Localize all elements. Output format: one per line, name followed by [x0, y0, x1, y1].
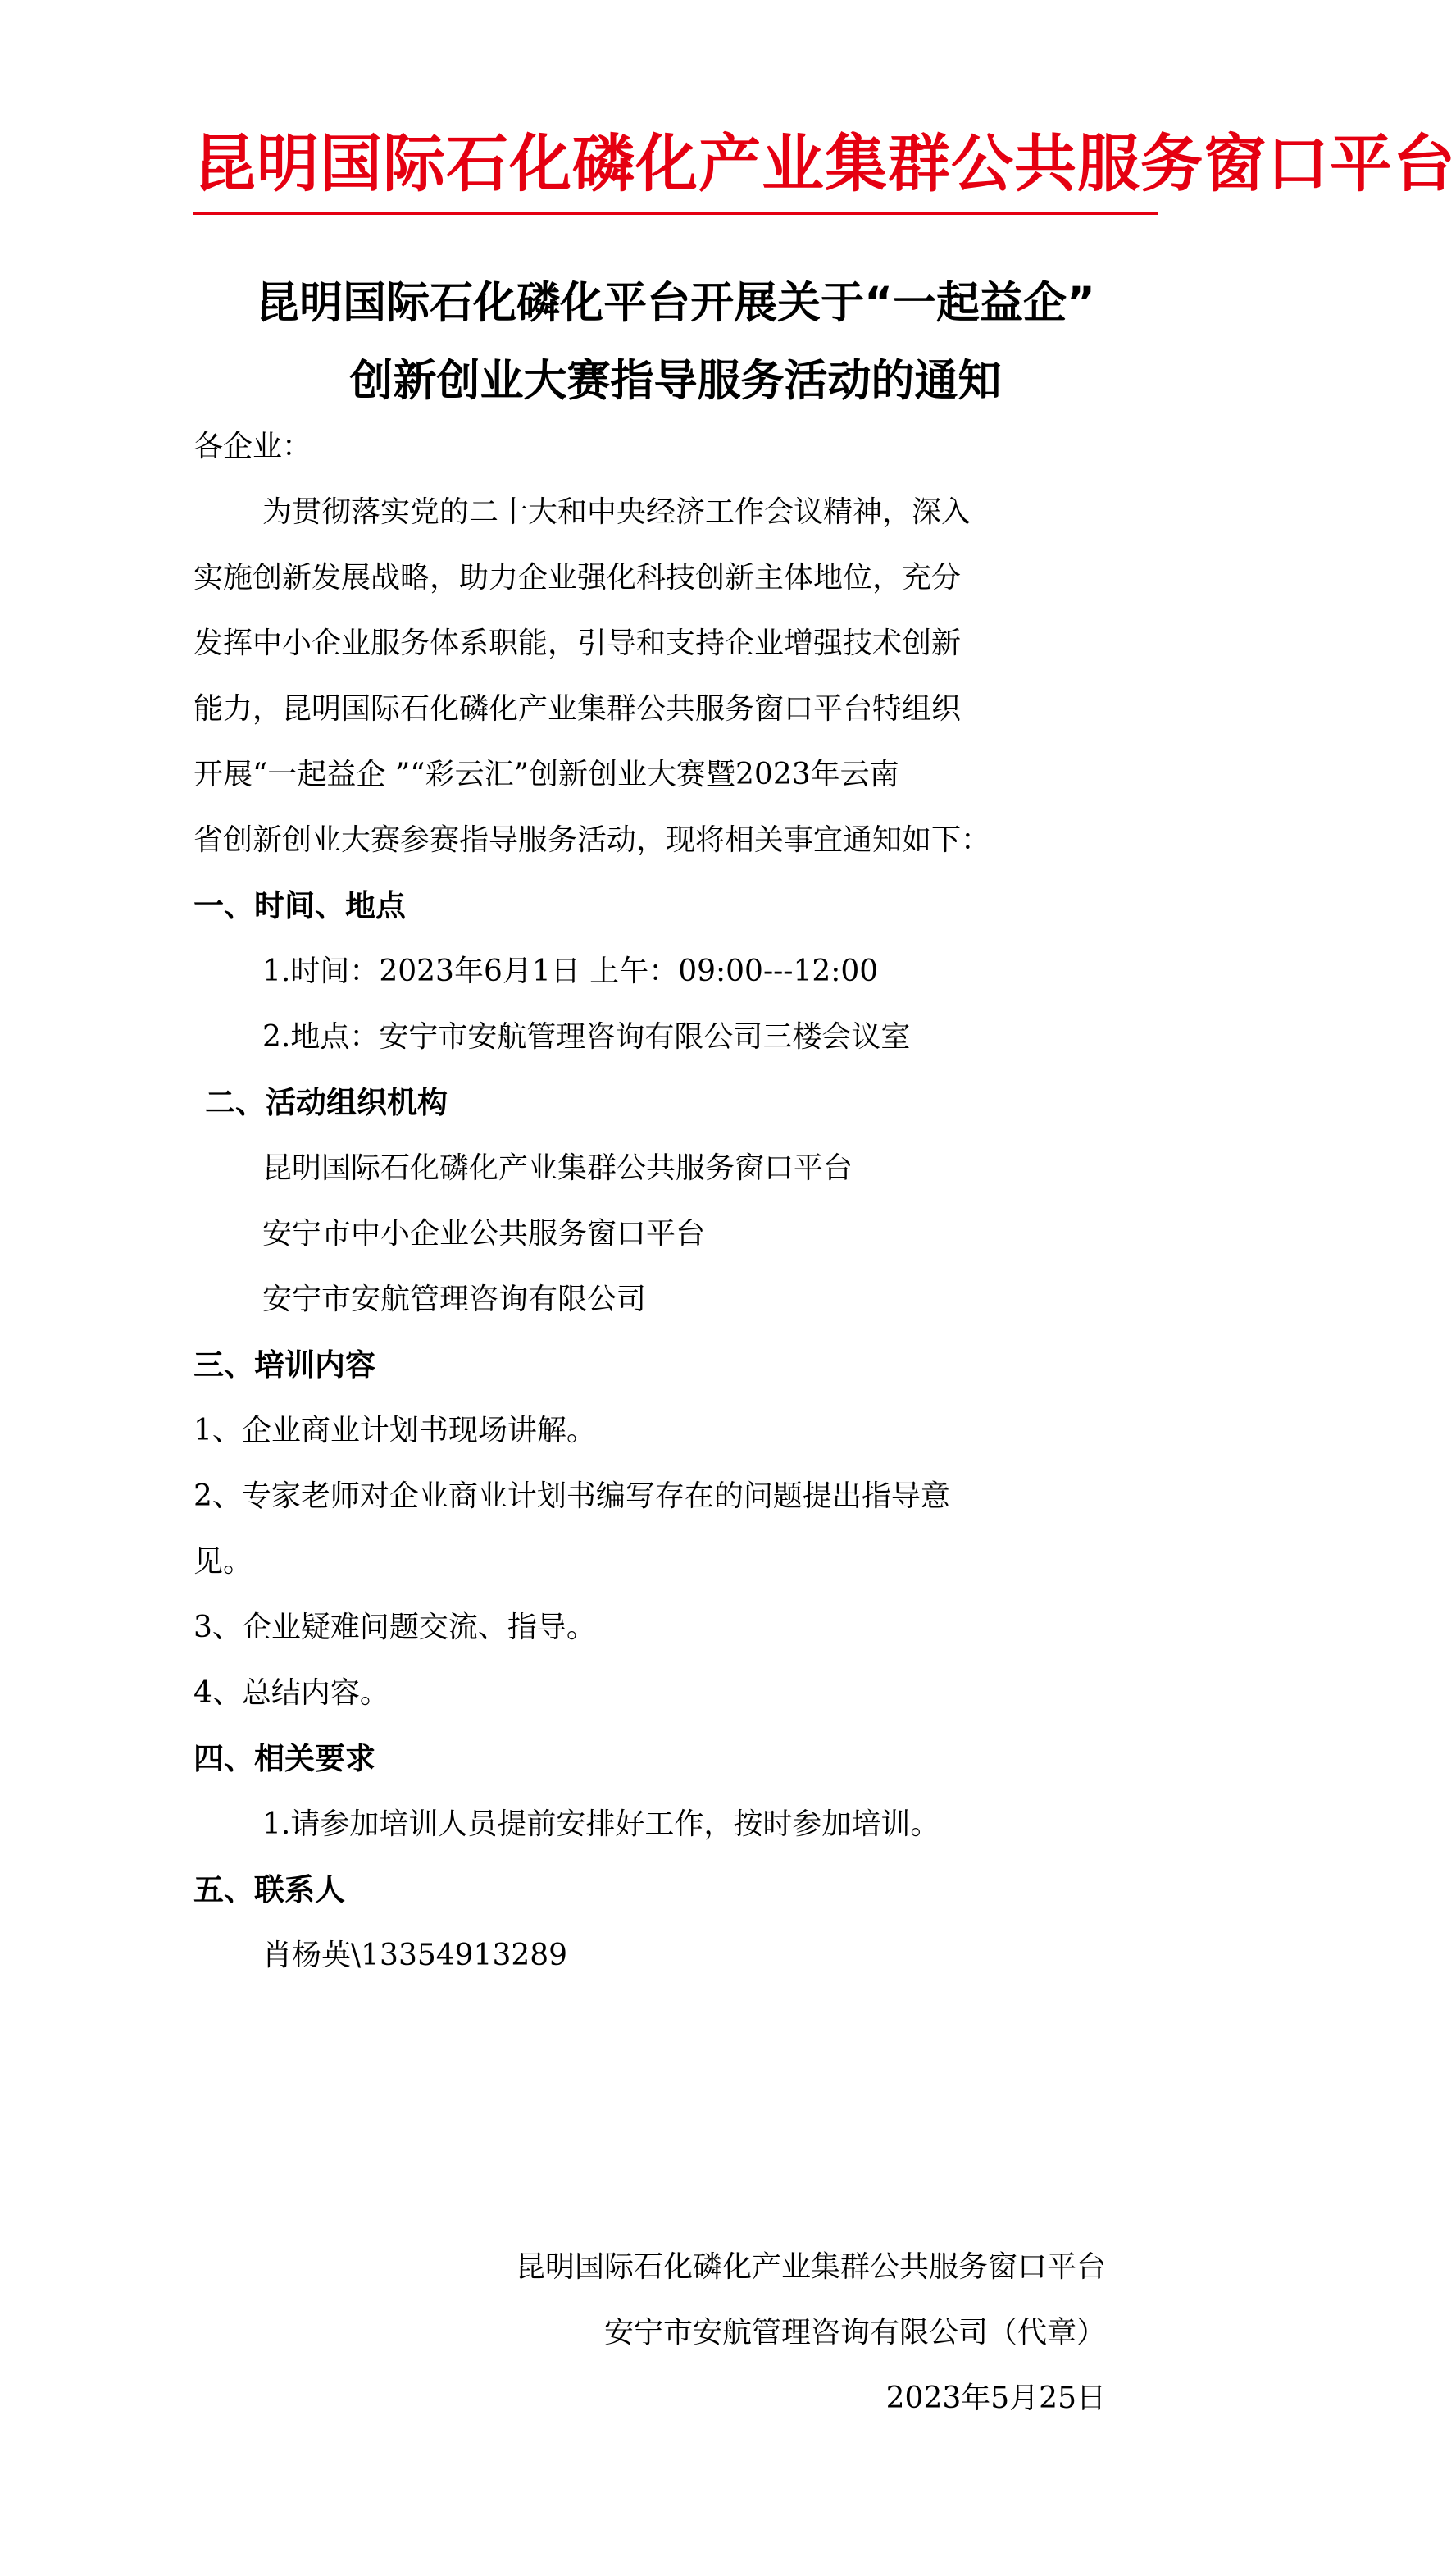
event-time: 1.时间：2023年6月1日 上午：09:00---12:00 — [262, 955, 879, 988]
intro-line: 省创新创业大赛参赛指导服务活动，现将相关事宜通知如下： — [193, 823, 991, 857]
notice-title-line-2: 创新创业大赛指导服务活动的通知 — [349, 356, 1002, 406]
section-heading: 五、联系人 — [193, 1872, 345, 1907]
section-heading: 四、相关要求 — [193, 1741, 375, 1776]
intro-line: 为贯彻落实党的二十大和中央经济工作会议精神，深入 — [262, 495, 971, 529]
signature-org-2: 安宁市安航管理咨询有限公司（代章） — [603, 2316, 1106, 2349]
training-item: 3、企业疑难问题交流、指导。 — [193, 1611, 596, 1644]
intro-line: 能力，昆明国际石化磷化产业集群公共服务窗口平台特组织 — [193, 692, 962, 726]
event-place: 2.地点：安宁市安航管理咨询有限公司三楼会议室 — [262, 1020, 911, 1054]
section-heading: 三、培训内容 — [193, 1347, 375, 1383]
signature-date: 2023年5月25日 — [885, 2381, 1106, 2415]
training-item: 1、企业商业计划书现场讲解。 — [193, 1414, 596, 1447]
organizer-item: 安宁市安航管理咨询有限公司 — [262, 1283, 647, 1316]
organizer-item: 安宁市中小企业公共服务窗口平台 — [262, 1217, 706, 1251]
training-item: 2、专家老师对企业商业计划书编写存在的问题提出指导意 — [193, 1479, 950, 1513]
training-item: 4、总结内容。 — [193, 1676, 389, 1710]
header-divider — [193, 212, 1158, 215]
section-heading: 二、活动组织机构 — [205, 1085, 448, 1120]
notice-title-line-1: 昆明国际石化磷化平台开展关于“一起益企” — [256, 278, 1095, 328]
salutation: 各企业： — [193, 430, 312, 463]
intro-line: 发挥中小企业服务体系职能，引导和支持企业增强技术创新 — [193, 627, 962, 660]
signature-org-1: 昆明国际石化磷化产业集群公共服务窗口平台 — [515, 2250, 1106, 2284]
organizer-item: 昆明国际石化磷化产业集群公共服务窗口平台 — [262, 1151, 853, 1185]
requirement-item: 1.请参加培训人员提前安排好工作，按时参加培训。 — [262, 1807, 940, 1841]
contact-info: 肖杨英\13354913289 — [262, 1939, 568, 1972]
intro-line: 实施创新发展战略，助力企业强化科技创新主体地位，充分 — [193, 561, 962, 595]
org-header: 昆明国际石化磷化产业集群公共服务窗口平台 — [193, 127, 1456, 200]
training-item: 见。 — [193, 1545, 253, 1579]
intro-line: 开展“一起益企 ”“彩云汇”创新创业大赛暨2023年云南 — [193, 758, 899, 791]
section-heading: 一、时间、地点 — [193, 888, 406, 923]
